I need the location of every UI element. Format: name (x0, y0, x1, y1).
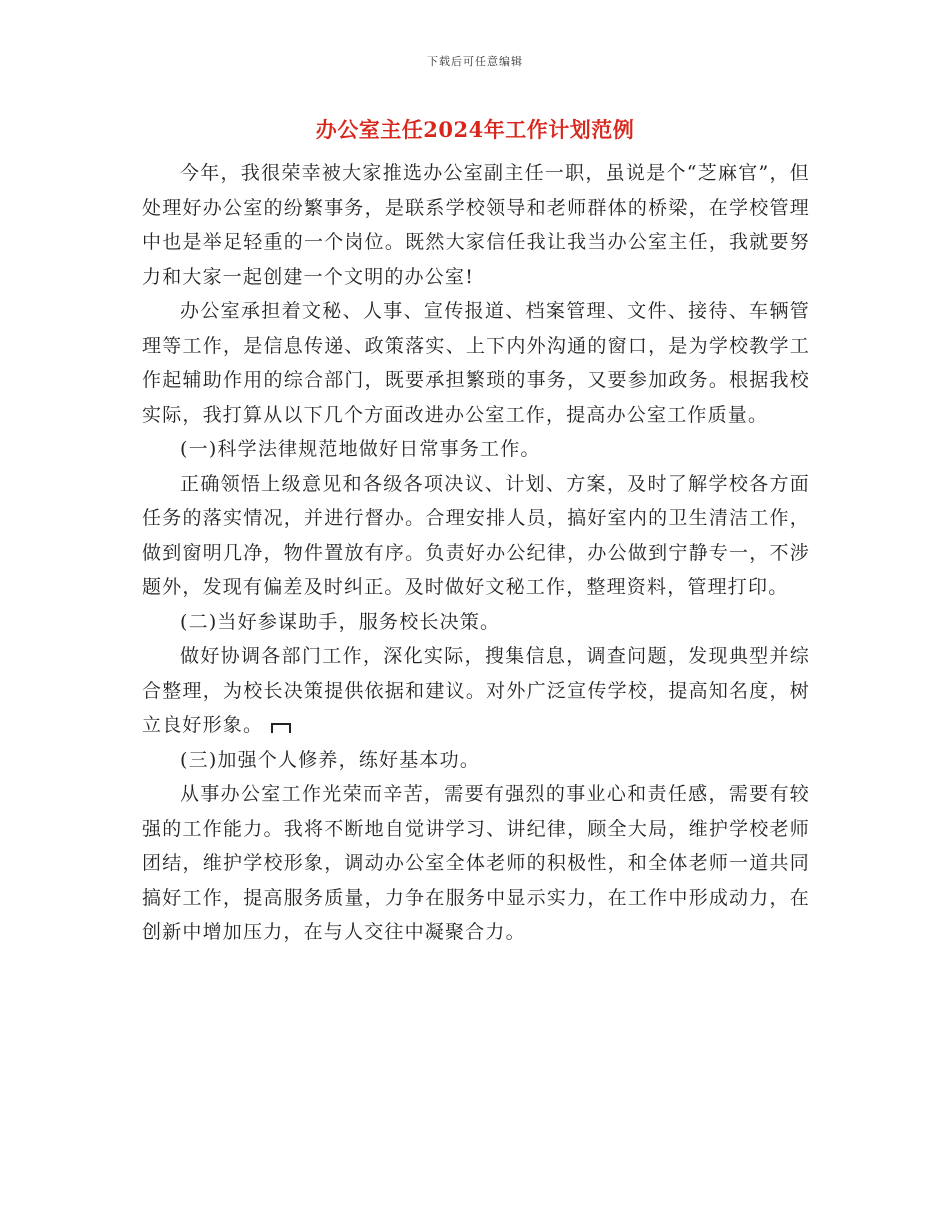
page-header-note: 下载后可任意编辑 (427, 55, 523, 68)
section-heading-2: (二)当好参谋助手，服务校长决策。 (180, 610, 501, 633)
section-heading-1: (一)科学法律规范地做好日常事务工作。 (180, 438, 541, 460)
document-title: 办公室主任2024年工作计划范例 (315, 117, 635, 142)
bracket-mark-icon (271, 723, 291, 733)
paragraph-intro: 今年，我很荣幸被大家推选办公室副主任一职，虽说是个“芝麻官”，但处理好办公室的纷繁事务，是联系学校领导和老师群体的桥梁，在学校管理中也是举足轻重的一个岗位。既然大家信任我让我当办公室主任，我就要努力和大家一起创建一个文明的办公室! (142, 162, 810, 288)
paragraph-section-2 (142, 639, 810, 743)
section-heading-3: (三)加强个人修养，练好基本功。 (180, 748, 481, 771)
document-body (142, 156, 810, 950)
paragraph-section-3: 从事办公室工作光荣而辛苦，需要有强烈的事业心和责任感，需要有较强的工作能力。我将不断地自觉讲学习、讲纪律，顾全大局，维护学校老师团结，维护学校形象，调动办公室全体老师的积极性，和全体老师一道共同搞好工作，提高服务质量，力争在服务中显示实力，在工作中形成动力，在创新中增加压力，在与人交往中凝聚合力。 (142, 783, 810, 943)
paragraph-office-duties: 办公室承担着文秘、人事、宣传报道、档案管理、文件、接待、车辆管理等工作，是信息传递、政策落实、上下内外沟通的窗口，是为学校教学工作起辅助作用的综合部门，既要承担繁琐的事务，又要参加政务。根据我校实际，我打算从以下几个方面改进办公室工作，提高办公室工作质量。 (142, 300, 810, 426)
paragraph-section-1: 正确领悟上级意见和各级各项决议、计划、方案，及时了解学校各方面任务的落实情况，并进行督办。合理安排人员，搞好室内的卫生清洁工作，做到窗明几净，物件置放有序。负责好办公纪律，办公做到宁静专一，不涉题外，发现有偏差及时纠正。及时做好文秘工作，整理资料，管理打印。 (142, 472, 810, 598)
paragraph-section-2-text: 做好协调各部门工作，深化实际，搜集信息，调查问题，发现典型并综合整理，为校长决策提供依据和建议。对外广泛宣传学校，提高知名度，树立良好形象。 (142, 645, 810, 736)
